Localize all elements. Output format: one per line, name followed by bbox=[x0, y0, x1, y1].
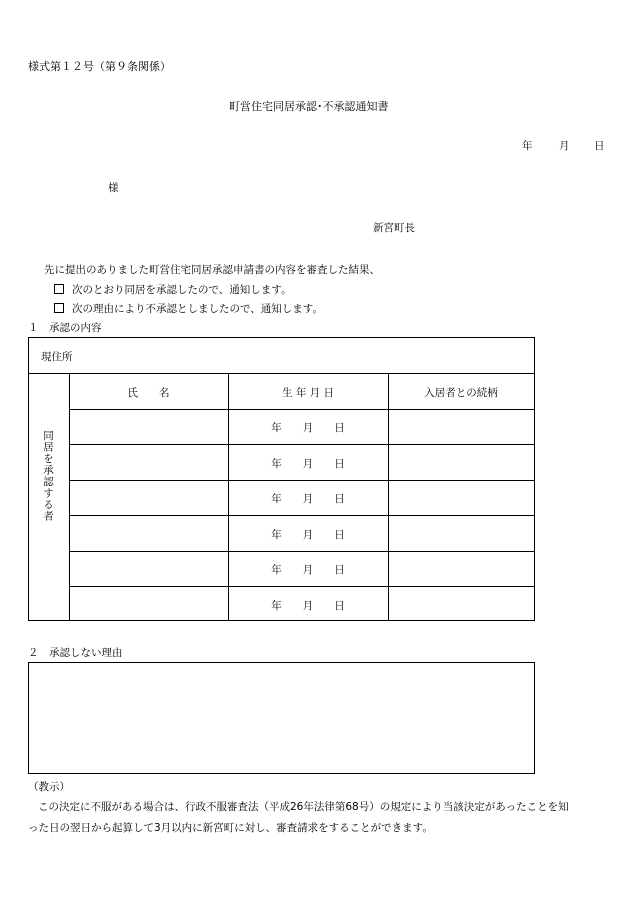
intro-text: 先に提出のありました町営住宅同居承認申請書の内容を審査した結果、 bbox=[44, 264, 380, 276]
table-line bbox=[69, 515, 534, 516]
header-birth: 生 年 月 日 bbox=[281, 387, 334, 399]
option-approve bbox=[54, 282, 291, 297]
table-row-birth: 年 月 日 bbox=[271, 600, 345, 612]
table-line bbox=[69, 586, 534, 587]
form-number: 様式第１２号（第９条関係） bbox=[28, 60, 171, 73]
page-title: 町営住宅同居承認･不承認通知書 bbox=[229, 100, 389, 113]
current-address-label: 現住所 bbox=[41, 351, 73, 363]
option-disapprove-text: 次の理由により不承認としましたので、通知します。 bbox=[72, 303, 323, 315]
date-year: 年 bbox=[522, 140, 533, 152]
table-row-birth: 年 月 日 bbox=[271, 529, 345, 541]
table-row-birth: 年 月 日 bbox=[271, 493, 345, 505]
reason-box[interactable] bbox=[28, 662, 535, 774]
notice-heading: （教示） bbox=[28, 781, 70, 793]
table-row-birth: 年 月 日 bbox=[271, 422, 345, 434]
header-name: 氏 名 bbox=[127, 387, 170, 399]
option-approve-text: 次のとおり同居を承認したので、通知します。 bbox=[72, 284, 292, 296]
option-disapprove bbox=[54, 301, 323, 316]
section2-heading: ２ 承認しない理由 bbox=[28, 647, 123, 659]
table-line bbox=[69, 373, 70, 620]
addressee-suffix: 様 bbox=[108, 182, 119, 194]
table-row-birth: 年 月 日 bbox=[271, 458, 345, 470]
table-line bbox=[69, 444, 534, 445]
side-label: 同居を承認する者 bbox=[42, 430, 54, 522]
date-month: 月 bbox=[559, 140, 570, 152]
issuer: 新宮町長 bbox=[373, 222, 415, 234]
header-relation: 入居者との続柄 bbox=[424, 387, 498, 399]
table-row-birth: 年 月 日 bbox=[271, 564, 345, 576]
current-address-field[interactable] bbox=[109, 340, 529, 371]
table-line bbox=[69, 480, 534, 481]
table-line bbox=[69, 409, 534, 410]
section1-heading: １ 承認の内容 bbox=[28, 322, 102, 334]
approval-table bbox=[28, 337, 535, 621]
date-day: 日 bbox=[594, 140, 605, 152]
table-line bbox=[69, 551, 534, 552]
notice-line2: った日の翌日から起算して3月以内に新宮町に対し、審査請求をすることができます。 bbox=[28, 822, 433, 834]
notice-line1: この決定に不服がある場合は、行政不服審査法（平成26年法律第68号）の規定により当該決定があったことを知 bbox=[38, 801, 569, 813]
checkbox-disapprove[interactable] bbox=[54, 303, 64, 313]
table-line bbox=[29, 373, 534, 374]
checkbox-approve[interactable] bbox=[54, 284, 64, 294]
table-line bbox=[388, 373, 389, 620]
